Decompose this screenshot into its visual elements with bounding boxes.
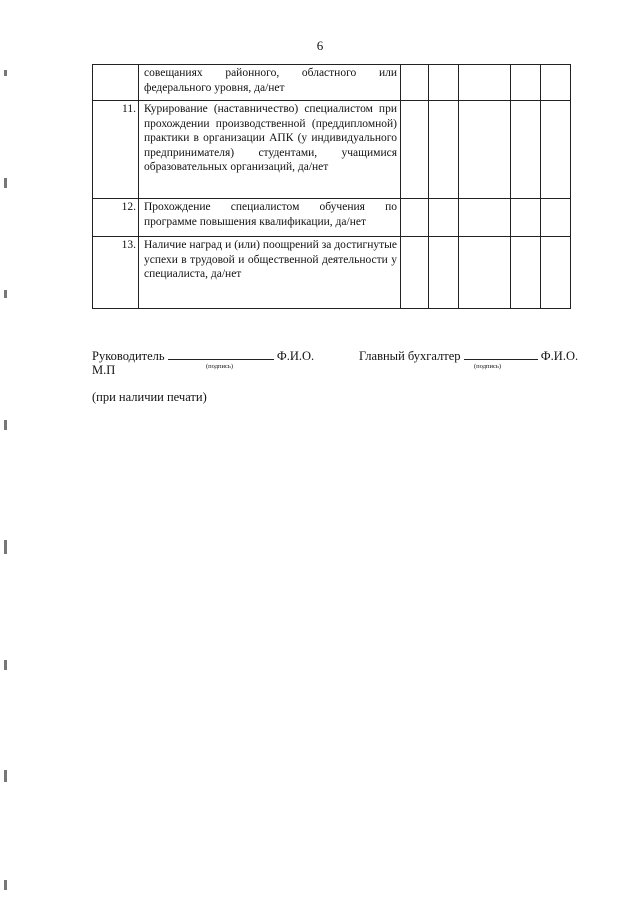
value-cell bbox=[429, 199, 459, 237]
row-text: Курирование (наставничество) специалистом при прохождении производственной (преддипломной) практики в организации АПК (у индивидуального предпринимателя) студентами, учащимися образовательных организаций, да/нет bbox=[139, 101, 401, 199]
scan-margin-mark bbox=[4, 178, 7, 188]
row-text: Наличие наград и (или) поощрений за достигнутые успехи в трудовой и общественной деятельности у специалиста, да/нет bbox=[139, 237, 401, 309]
value-cell bbox=[541, 199, 571, 237]
table-row bbox=[93, 199, 571, 237]
head-fio: Ф.И.О. bbox=[276, 349, 315, 363]
scan-margin-mark bbox=[4, 660, 7, 670]
criteria-table bbox=[92, 64, 571, 309]
value-cell bbox=[429, 237, 459, 309]
table-row bbox=[93, 101, 571, 199]
row-text: Прохождение специалистом обучения по программе повышения квалификации, да/нет bbox=[139, 199, 401, 237]
row-number bbox=[93, 65, 139, 101]
scan-margin-mark bbox=[4, 540, 7, 554]
seal-note: (при наличии печати) bbox=[92, 390, 207, 404]
value-cell bbox=[429, 101, 459, 199]
scan-margin-mark bbox=[4, 420, 7, 430]
page-number: 6 bbox=[316, 38, 324, 53]
value-cell bbox=[511, 237, 541, 309]
row-number: 13. bbox=[93, 237, 139, 309]
accountant-signature bbox=[359, 348, 589, 370]
scan-margin-mark bbox=[4, 880, 7, 890]
scan-margin-mark bbox=[4, 770, 7, 782]
accountant-fio: Ф.И.О. bbox=[540, 349, 579, 363]
head-signature-line bbox=[168, 348, 274, 360]
value-cell bbox=[541, 101, 571, 199]
value-cell bbox=[401, 199, 429, 237]
table-row bbox=[93, 65, 571, 101]
value-cell bbox=[401, 65, 429, 101]
value-cell bbox=[401, 237, 429, 309]
row-number: 12. bbox=[93, 199, 139, 237]
value-cell bbox=[459, 199, 511, 237]
value-cell bbox=[401, 101, 429, 199]
value-cell bbox=[511, 65, 541, 101]
mp-label: М.П bbox=[92, 363, 116, 377]
scan-margin-mark bbox=[4, 70, 7, 76]
value-cell bbox=[429, 65, 459, 101]
head-signature bbox=[92, 348, 332, 377]
value-cell bbox=[541, 237, 571, 309]
accountant-label: Главный бухгалтер bbox=[359, 349, 461, 363]
head-signature-hint: (подпись) bbox=[206, 363, 233, 370]
value-cell bbox=[459, 65, 511, 101]
value-cell bbox=[511, 101, 541, 199]
row-number: 11. bbox=[93, 101, 139, 199]
head-label: Руководитель bbox=[92, 349, 165, 363]
value-cell bbox=[511, 199, 541, 237]
accountant-signature-hint: (подпись) bbox=[474, 363, 501, 370]
value-cell bbox=[459, 237, 511, 309]
scan-margin-mark bbox=[4, 290, 7, 298]
accountant-signature-line bbox=[464, 348, 538, 360]
row-text: совещаниях районного, областного или федерального уровня, да/нет bbox=[139, 65, 401, 101]
value-cell bbox=[541, 65, 571, 101]
value-cell bbox=[459, 101, 511, 199]
table-row bbox=[93, 237, 571, 309]
